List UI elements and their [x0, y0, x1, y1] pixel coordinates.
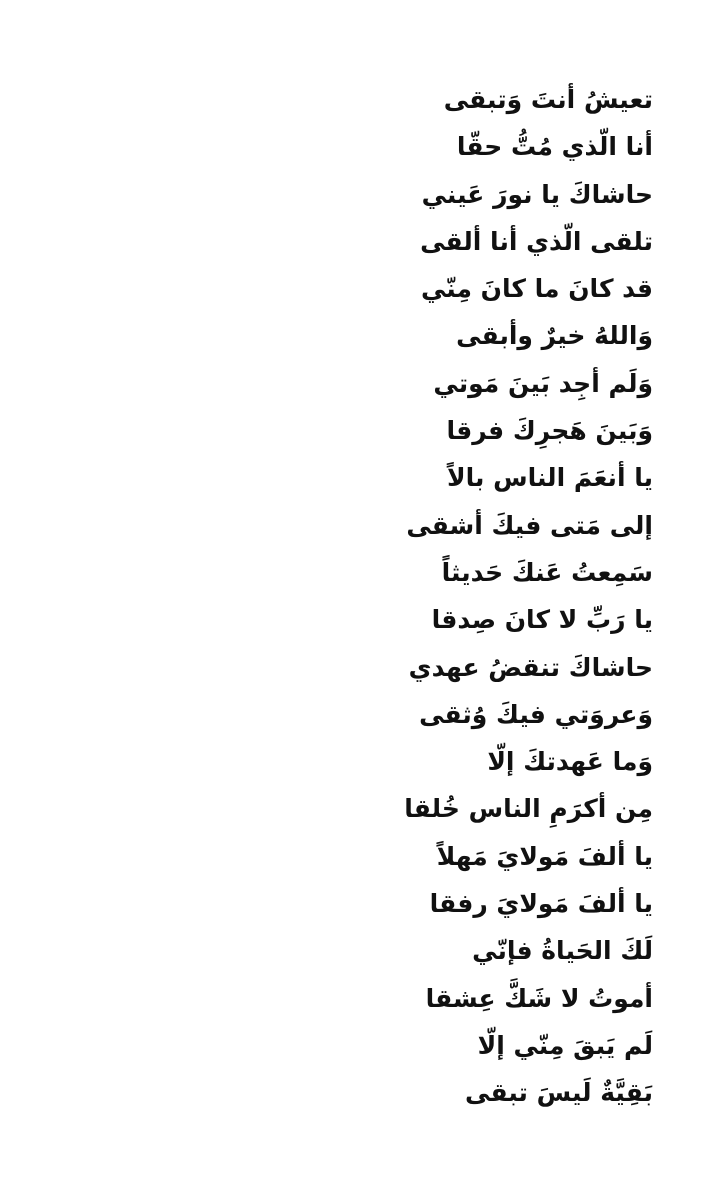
poem-line: تعيشُ أنتَ وَتبقى — [443, 85, 653, 114]
poem-line: إلى مَتى فيكَ أشقى — [406, 510, 653, 540]
poem-line: أموتُ لا شَكَّ عِشقا — [425, 983, 653, 1013]
poem-line: مِن أكرَمِ الناس خُلقا — [404, 794, 653, 824]
poem-line: أنا الّذي مُتُّ حقّا — [456, 132, 653, 162]
poem-line: قد كانَ ما كانَ مِنّي — [421, 274, 653, 304]
poem-line: يا رَبِّ لا كانَ صِدقا — [431, 605, 653, 635]
poem-line: يا ألفَ مَولايَ مَهلاً — [436, 841, 653, 871]
poem-line: وَعروَتي فيكَ وُثقى — [419, 699, 653, 729]
poem-line: يا ألفَ مَولايَ رفقا — [429, 889, 653, 919]
poem-line: لَم يَبقَ مِنّي إلّا — [477, 1030, 653, 1060]
poem-line: يا أنعَمَ الناس بالاً — [447, 463, 653, 493]
poem-line: وَبَينَ هَجرِكَ فرقا — [446, 416, 653, 446]
poem-line: حاشاكَ يا نورَ عَيني — [421, 179, 653, 209]
poem-line: لَكَ الحَياةُ فإنّي — [472, 936, 653, 966]
poem-text — [253, 76, 653, 1117]
poem-line: تلقى الّذي أنا ألقى — [420, 226, 653, 256]
poem-line: حاشاكَ تنقضُ عهدي — [408, 652, 653, 682]
poem-line: وَلَم أجِد بَينَ مَوتي — [433, 368, 653, 398]
poem-line: وَما عَهدتكَ إلّا — [487, 747, 653, 777]
poem-line: بَقِيَّةٌ لَيسَ تبقى — [465, 1078, 653, 1108]
poem-line: سَمِعتُ عَنكَ حَديثاً — [441, 557, 653, 587]
poem-line: وَاللهُ خيرٌ وأبقى — [456, 321, 653, 351]
